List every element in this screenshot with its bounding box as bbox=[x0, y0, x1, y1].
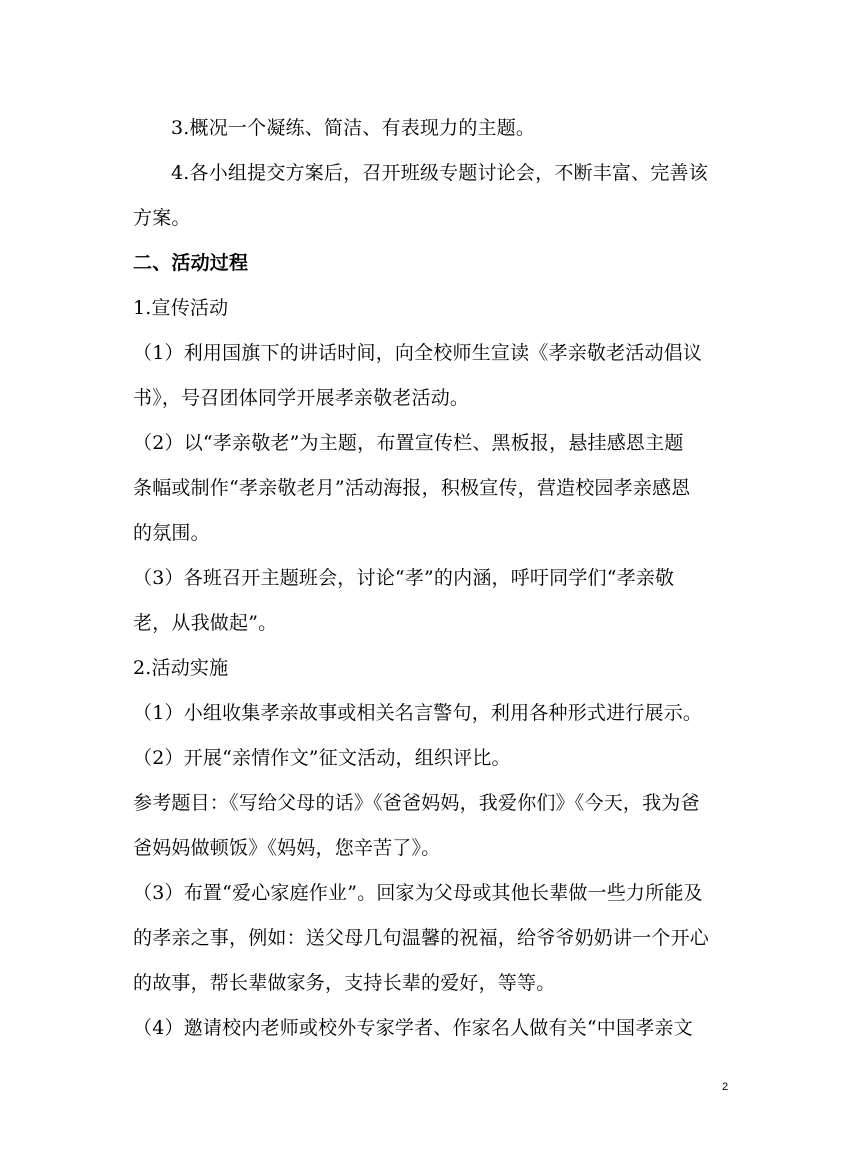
publicity-item-1-line-1: （1）利用国旗下的讲话时间，向全校师生宣读《孝亲敬老活动倡议 bbox=[133, 342, 703, 364]
publicity-item-2-line-2: 条幅或制作“孝亲敬老月”活动海报，积极宣传，营造校园孝亲感恩 bbox=[133, 477, 691, 499]
reference-topics-line-1: 参考题目：《写给父母的话》《爸爸妈妈，我爱你们》《今天，我为爸 bbox=[133, 792, 700, 814]
implementation-item-4-line-1: （4）邀请校内老师或校外专家学者、作家名人做有关“中国孝亲文 bbox=[133, 1017, 693, 1039]
implementation-item-3-line-2: 的孝亲之事，例如：送父母几句温馨的祝福，给爷爷奶奶讲一个开心 bbox=[133, 927, 710, 949]
paragraph-step-4-line-2: 方案。 bbox=[133, 207, 191, 229]
implementation-item-2: （2）开展“亲情作文”征文活动，组织评比。 bbox=[133, 747, 511, 769]
publicity-item-1-line-2: 书》，号召团体同学开展孝亲敬老活动。 bbox=[133, 387, 470, 409]
publicity-item-2-line-1: （2）以“孝亲敬老”为主题，布置宣传栏、黑板报，悬挂感恩主题 bbox=[133, 432, 684, 454]
reference-topics-line-2: 爸妈妈做顿饭》《妈妈，您辛苦了》。 bbox=[133, 837, 441, 859]
publicity-item-3-line-1: （3）各班召开主题班会，讨论“孝”的内涵，呼吁同学们“孝亲敬 bbox=[133, 567, 675, 589]
publicity-item-3-line-2: 老，从我做起”。 bbox=[133, 612, 278, 634]
publicity-item-2-line-3: 的氛围。 bbox=[133, 522, 210, 544]
subheading-publicity: 1.宣传活动 bbox=[133, 297, 229, 319]
page-number: 2 bbox=[722, 1081, 729, 1093]
implementation-item-1: （1）小组收集孝亲故事或相关名言警句，利用各种形式进行展示。 bbox=[133, 702, 703, 724]
section-heading-activity-process: 二、活动过程 bbox=[133, 252, 249, 274]
implementation-item-3-line-1: （3）布置“爱心家庭作业”。回家为父母或其他长辈做一些力所能及 bbox=[133, 882, 703, 904]
implementation-item-3-line-3: 的故事，帮长辈做家务，支持长辈的爱好，等等。 bbox=[133, 972, 556, 994]
paragraph-step-3: 3.概况一个凝练、简洁、有表现力的主题。 bbox=[171, 117, 536, 139]
subheading-implementation: 2.活动实施 bbox=[133, 657, 229, 679]
paragraph-step-4-line-1: 4.各小组提交方案后，召开班级专题讨论会，不断丰富、完善该 bbox=[171, 162, 708, 184]
